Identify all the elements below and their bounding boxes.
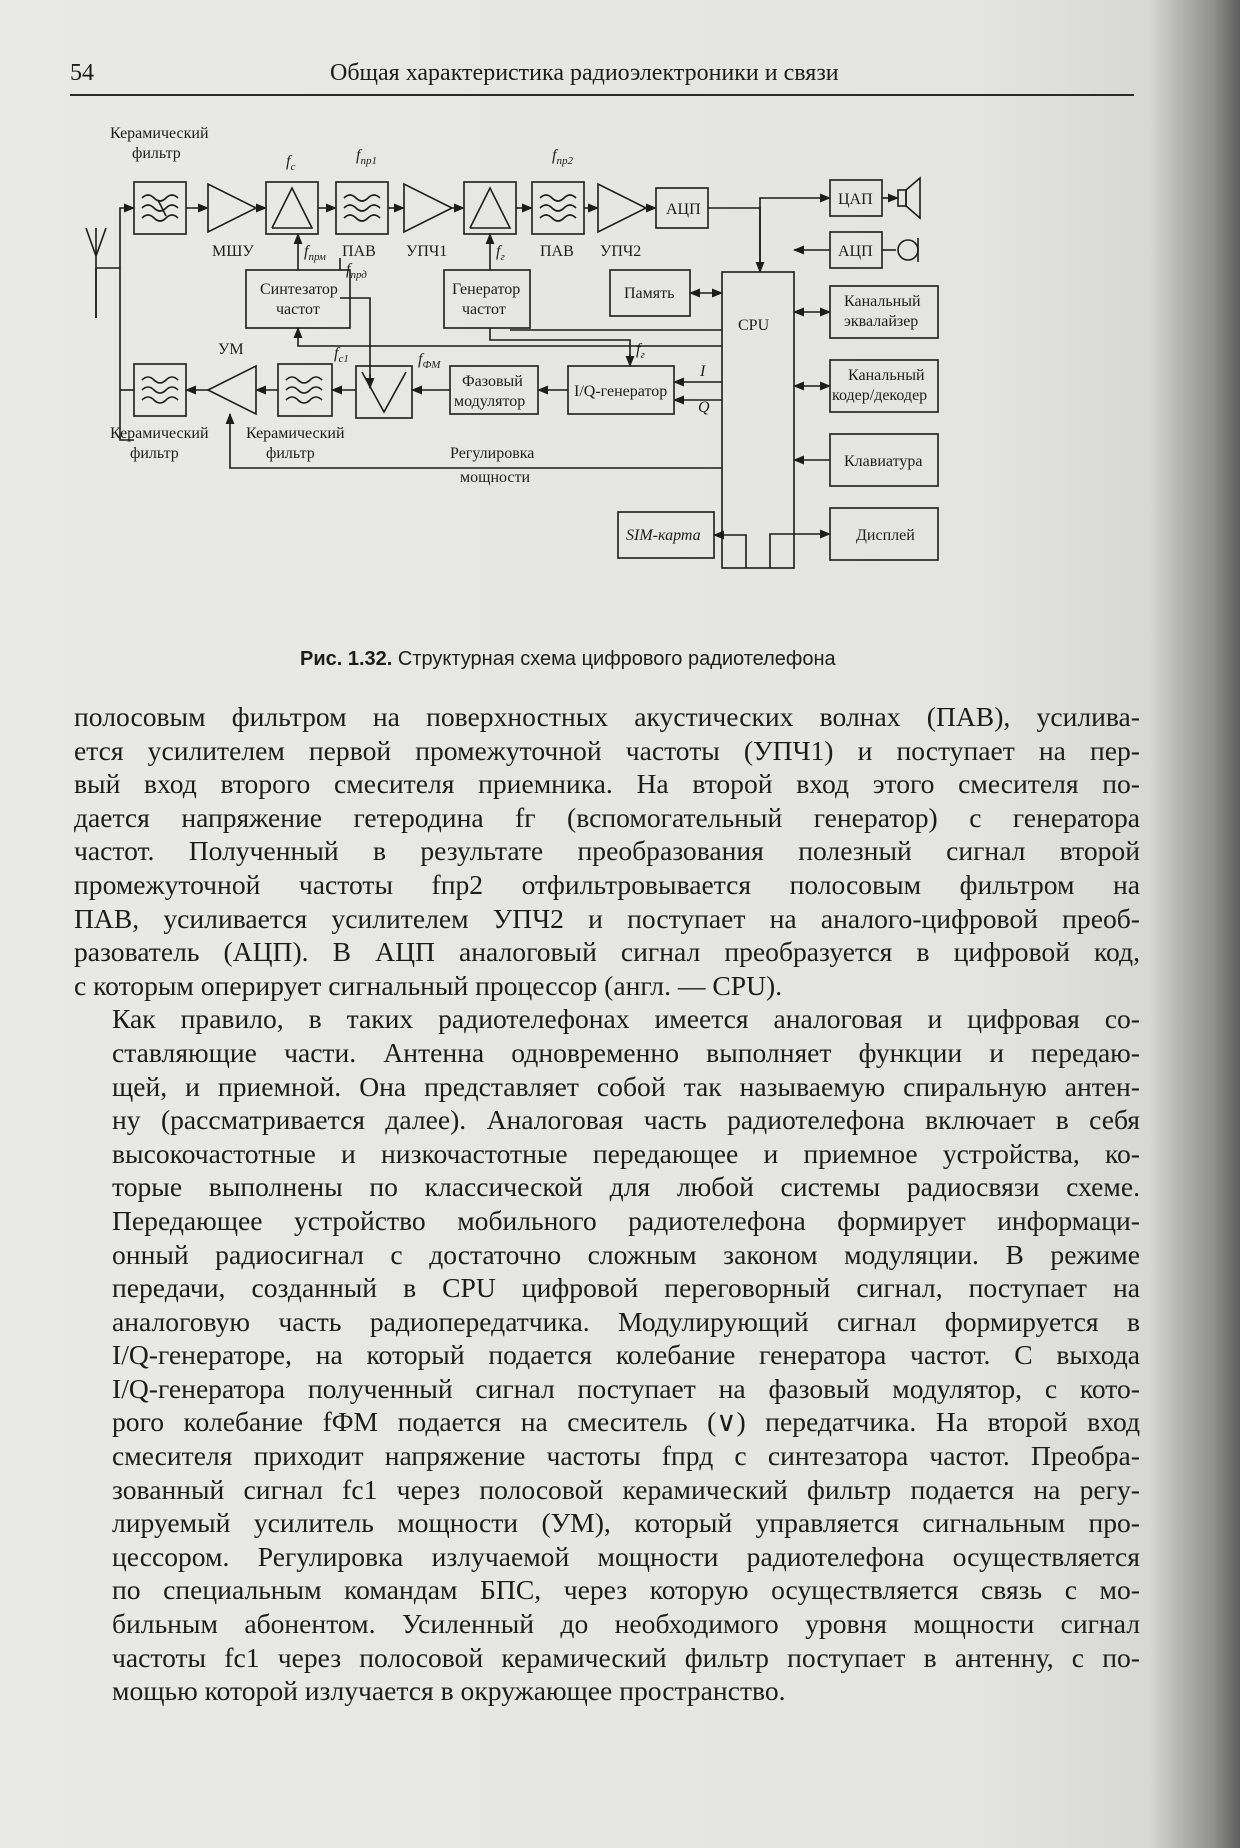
text-line: высокочастотные и низкочастотные передающее и приемное устройства, ко- [112, 1137, 1140, 1169]
ceramic-filter-bm-label-1: Керамический [246, 425, 345, 442]
iq-gen-label: I/Q-генератор [574, 383, 668, 400]
microphone-icon [898, 238, 918, 262]
figure-caption [300, 648, 836, 671]
equalizer-label-1: Канальный [844, 293, 921, 310]
signal-fprd: $f_{прд}$ [346, 261, 367, 281]
text-line: разователь (АЦП). В АЦП аналоговый сигнал преобразуется в цифровой код, [74, 936, 1140, 968]
um-label: УМ [218, 341, 244, 358]
generator-label-2: частот [462, 301, 506, 318]
signal-fpr2: $f_{пр2}$ [552, 147, 573, 167]
phase-mod-label-2: модулятор [454, 393, 526, 410]
header-title: Общая характеристика радиоэлектроники и связи [330, 60, 839, 86]
body-text [74, 700, 1140, 1708]
text-line: частот. Полученный в результате преобразования полезный сигнал второй [74, 835, 1140, 867]
text-line: вый вход второго смесителя приемника. На второй вход этого смесителя по- [74, 768, 1140, 800]
block-diagram-figure [70, 108, 1110, 643]
ceramic-filter-bl-label-1: Керамический [110, 425, 209, 442]
text-line: мощью которой излучается в окружающее пространство. [112, 1675, 786, 1707]
text-line: дается напряжение гетеродина fг (вспомогательный генератор) с генератора [74, 801, 1140, 833]
power-control-label-2: мощности [460, 469, 531, 486]
generator-box [444, 270, 530, 328]
text-line: онный радиосигнал с достаточно сложным законом модуляции. В режиме [112, 1238, 1140, 1270]
text-line: аналоговую часть радиопередатчика. Модулирующий сигнал формируется в [112, 1305, 1140, 1337]
paragraph-2 [74, 1002, 1140, 1707]
signal-fprm: $f_{прм}$ [304, 243, 326, 263]
ceramic-filter-bm-label-2: фильтр [266, 445, 315, 462]
text-line: полосовым фильтром на поверхностных акустических волнах (ПАВ), усилива- [74, 701, 1140, 732]
rx-mixer-2 [464, 182, 516, 234]
synth-label-2: частот [276, 301, 320, 318]
text-line: бильным абонентом. Усиленный до необходимого уровня мощности сигнал [112, 1608, 1140, 1640]
speaker-icon [898, 178, 920, 218]
text-line: зованный сигнал fc1 через полосовой керамический фильтр подается на регу- [112, 1473, 1140, 1505]
signal-fc1: $f_{c1}$ [334, 345, 349, 365]
synthesizer-box [246, 270, 350, 328]
text-line: I/Q-генераторе, на который подается колебание генератора частот. С выхода [112, 1339, 1140, 1371]
phase-mod-label-1: Фазовый [462, 373, 523, 390]
pav1-label: ПАВ [342, 243, 376, 260]
mshu-label: МШУ [212, 243, 254, 260]
power-control-label-1: Регулировка [450, 445, 535, 462]
tx-filter-to-antenna [120, 268, 134, 440]
book-spine-shadow [1150, 0, 1240, 1848]
text-line: щей, и приемной. Она представляет собой так называемую спиральную антен- [112, 1070, 1140, 1102]
signal-fpr1: $f_{пр1}$ [356, 147, 377, 167]
if-amplifier-2 [598, 184, 646, 232]
if-amplifier-1 [404, 184, 452, 232]
text-line: промежуточной частоты fпр2 отфильтровывается полосовым фильтром на [74, 868, 1140, 900]
signal-fg: $f_г$ [496, 243, 505, 263]
figure-caption-text: Структурная схема цифрового радиотелефона [397, 648, 836, 670]
paragraph-1 [74, 700, 1140, 1002]
text-line: передачи, созданный в CPU цифровой переговорный сигнал, поступает на [112, 1272, 1140, 1304]
sim-label: SIM-карта [626, 527, 701, 544]
display-label: Дисплей [856, 527, 915, 544]
pav2-label: ПАВ [540, 243, 574, 260]
q-label: Q [698, 399, 710, 416]
page-number: 54 [70, 60, 94, 86]
dac-label: ЦАП [838, 191, 873, 208]
rx-mixer-1 [266, 182, 318, 234]
text-line: торые выполнены по классической для любой системы радиосвязи схеме. [112, 1171, 1140, 1203]
signal-fg2: $f_г$ [636, 341, 645, 361]
ceramic-filter-top-label-1: Керамический [110, 125, 209, 142]
figure-number: Рис. 1.32. [300, 648, 393, 670]
saw-filter-2 [532, 182, 584, 234]
upch2-label: УПЧ2 [600, 243, 642, 260]
ceramic-filter-bl-label-2: фильтр [130, 445, 179, 462]
synth-label-1: Синтезатор [260, 281, 338, 298]
lna-amplifier [208, 184, 256, 232]
equalizer-label-2: эквалайзер [844, 313, 919, 330]
text-line: частоты fc1 через полосовой керамический фильтр поступает в антенну, с по- [112, 1641, 1140, 1673]
power-amplifier [208, 366, 256, 414]
ceramic-filter-rx [134, 182, 186, 234]
generator-label-1: Генератор [452, 281, 521, 298]
i-label: I [700, 363, 706, 380]
ceramic-filter-tx-mid [278, 364, 332, 416]
text-line: с которым оперирует сигнальный процессор (англ. — CPU). [74, 969, 783, 1001]
text-line: ется усилителем первой промежуточной частоты (УПЧ1) и поступает на пер- [74, 734, 1140, 766]
adc-mic-label: АЦП [838, 243, 873, 260]
running-header [70, 58, 1134, 96]
tx-mixer [356, 366, 412, 418]
ceramic-filter-tx-out [134, 364, 186, 416]
signal-ffm: $f_{ФМ}$ [418, 351, 441, 371]
cpu-label: CPU [738, 317, 770, 334]
text-line: лируемый усилитель мощности (УМ), который управляется сигнальным про- [112, 1507, 1140, 1539]
codec-label-2: кодер/декодер [832, 387, 928, 404]
saw-filter-1 [336, 182, 388, 234]
keyboard-label: Клавиатура [844, 453, 923, 470]
text-line: ПАВ, усиливается усилителем УПЧ2 и поступает на аналого-цифровой преоб- [74, 902, 1140, 934]
text-line: Передающее устройство мобильного радиотелефона формирует информаци- [112, 1204, 1140, 1236]
text-line: смесителя приходит напряжение частоты fпрд с синтезатора частот. Преобра- [112, 1440, 1140, 1472]
text-line: ставляющие части. Антенна одновременно выполняет функции и передаю- [112, 1036, 1140, 1068]
text-line: Как правило, в таких радиотелефонах имеется аналоговая и цифровая со- [112, 1003, 1140, 1035]
text-line: рого колебание fФМ подается на смеситель (∨) передатчика. На второй вход [112, 1406, 1140, 1438]
codec-label-1: Канальный [848, 367, 925, 384]
block-diagram-svg [70, 108, 1110, 638]
upch1-label: УПЧ1 [406, 243, 448, 260]
text-line: цессором. Регулировка излучаемой мощности радиотелефона осуществляется [112, 1540, 1140, 1572]
text-line: по специальным командам БПС, через которую осуществляется связь с мо- [112, 1574, 1140, 1606]
text-line: ну (рассматривается далее). Аналоговая часть радиотелефона включает в себя [112, 1104, 1140, 1136]
memory-label: Память [624, 285, 675, 302]
text-line: I/Q-генератора полученный сигнал поступает на фазовый модулятор, с кото- [112, 1372, 1140, 1404]
signal-fc: $f_c$ [286, 153, 296, 173]
ceramic-filter-top-label-2: фильтр [132, 145, 181, 162]
adc-rx-label: АЦП [666, 201, 701, 218]
